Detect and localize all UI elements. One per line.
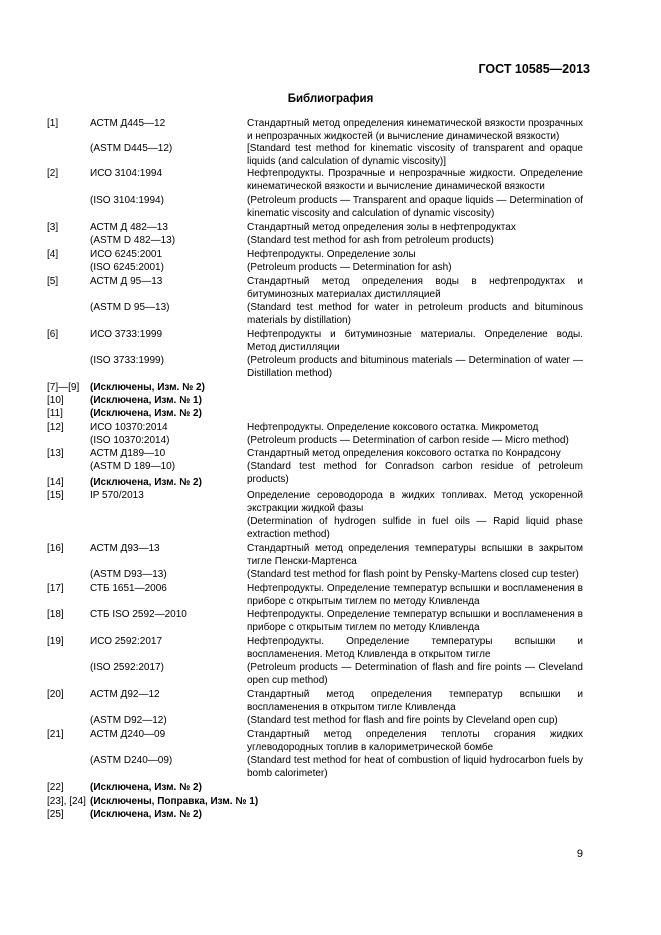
entry-code: (Исключена, Изм. № 2)	[90, 477, 202, 488]
entry-number: [4]	[47, 249, 59, 260]
entry-code: АСТМ Д240—09	[90, 729, 166, 740]
entry-number: [5]	[47, 276, 59, 287]
page-number: 9	[576, 848, 583, 860]
entry-code: АСТМ Д 95—13	[90, 276, 163, 287]
entry-description: (Petroleum products — Determination of flash and fire points — Cleveland open cup method)	[247, 662, 583, 686]
entry-description: Нефтепродукты. Прозрачные и непрозрачные жидкости. Определение кинематической вязкости и вычисление динамической вязкости	[247, 168, 583, 192]
entry-description: Стандартный метод определения температур вспышки и воспламенения в открытом тигле Кливленда	[247, 689, 583, 713]
entry-description: Нефтепродукты. Определение золы	[247, 249, 416, 260]
entry-code: (Исключена, Изм. № 2)	[90, 809, 202, 820]
page-title: Библиография	[287, 93, 374, 105]
entry-description: Стандартный метод определения температуры вспышки в закрытом тигле Пенски-Мартенса	[247, 543, 583, 567]
entry-number: [22]	[47, 782, 64, 793]
entry-code: СТБ 1651—2006	[90, 583, 167, 594]
entry-code: IP 570/2013	[90, 490, 144, 501]
entry-description: Стандартный метод определения коксового остатка по Конрадсону	[247, 448, 561, 459]
entry-number: [12]	[47, 422, 64, 433]
entry-description: (Standard test method for ash from petroleum products)	[247, 235, 494, 246]
entry-code: (Исключена, Изм. № 1)	[90, 395, 202, 406]
entry-code: ИСО 6245:2001	[90, 249, 163, 260]
entry-code: (ASTM D 482—13)	[90, 235, 176, 246]
entry-description: Стандартный метод определения золы в нефтепродуктах	[247, 222, 516, 233]
entry-description: Стандартный метод определения кинематической вязкости прозрачных и непрозрачных жидкостей (и вычисление динамической вязкости)	[247, 118, 583, 142]
entry-number: [19]	[47, 636, 64, 647]
entry-code: (ASTM D240—09)	[90, 755, 173, 766]
entry-code: (Исключена, Изм. № 2)	[90, 408, 202, 419]
entry-code: АСТМ Д445—12	[90, 118, 166, 129]
entry-code: АСТМ Д189—10	[90, 448, 166, 459]
entry-code: АСТМ Д92—12	[90, 689, 160, 700]
entry-description: (Petroleum products — Transparent and opaque liquids — Determination of kinematic viscosity and calculation of dynamic viscosity)	[247, 195, 583, 219]
entry-number: [11]	[47, 408, 63, 419]
entry-description: Нефтепродукты и битуминозные материалы. Определение воды. Метод дистилляции	[247, 329, 583, 353]
entry-description: (Standard test method for water in petroleum products and bituminous materials by distillation)	[247, 302, 583, 326]
entry-code: (ASTM D93—13)	[90, 569, 167, 580]
entry-description: (Standard test method for flash point by Pensky-Martens closed cup tester)	[247, 569, 579, 580]
entry-number: [16]	[47, 543, 64, 554]
entry-number: [10]	[47, 395, 64, 406]
entry-code: АСТМ Д 482—13	[90, 222, 168, 233]
entry-code: (Исключены, Поправка, Изм. № 1)	[90, 796, 259, 807]
entry-number: [13]	[47, 448, 64, 459]
entry-description: [Standard test method for kinematic viscosity of transparent and opaque liquids (and calculation of dynamic viscosity)]	[247, 143, 583, 167]
entry-code: (ISO 3733:1999)	[90, 355, 164, 366]
entry-code: (ISO 10370:2014)	[90, 435, 170, 446]
entry-code: (ISO 2592:2017)	[90, 662, 164, 673]
entry-code: (ASTM D92—12)	[90, 715, 167, 726]
entry-code: (ASTM D 95—13)	[90, 302, 170, 313]
entry-description: Нефтепродукты. Определение коксового остатка. Микрометод	[247, 422, 539, 433]
entry-description: Нефтепродукты. Определение температуры вспышки и воспламенения. Метод Кливленда в открытом тигле	[247, 636, 583, 660]
entry-code: АСТМ Д93—13	[90, 543, 160, 554]
entry-number: [18]	[47, 609, 64, 620]
entry-description: Стандартный метод определения воды в нефтепродуктах и битуминозных материалах дистилляцией	[247, 276, 583, 300]
entry-code: ИСО 3733:1999	[90, 329, 163, 340]
entry-code: (ASTM D445—12)	[90, 143, 173, 154]
entry-number: [25]	[47, 809, 64, 820]
entry-code: ИСО 3104:1994	[90, 168, 163, 179]
entry-description: (Petroleum products and bituminous materials — Determination of water — Distillation method)	[247, 355, 583, 379]
entry-description: (Standard test method for Conradson carbon residue of petroleum products)	[247, 461, 583, 485]
entry-code: СТБ ISO 2592—2010	[90, 609, 187, 620]
entry-number: [15]	[47, 490, 64, 501]
entry-code: (ISO 6245:2001)	[90, 262, 164, 273]
entry-code: (Исключена, Изм. № 2)	[90, 782, 202, 793]
entry-description: (Standard test method for heat of combustion of liquid hydrocarbon fuels by bomb calorimeter)	[247, 755, 583, 779]
entry-number: [6]	[47, 329, 59, 340]
entry-description: Стандартный метод определения теплоты сгорания жидких углеводородных топлив в калориметрической бомбе	[247, 729, 583, 753]
entry-description: (Petroleum products — Determination of carbon reside — Micro method)	[247, 435, 569, 446]
entry-number: [1]	[47, 118, 59, 129]
entry-code: (Исключены, Изм. № 2)	[90, 382, 205, 393]
entry-description: (Determination of hydrogen sulfide in fuel oils — Rapid liquid phase extraction method)	[247, 516, 583, 540]
entry-code: (ASTM D 189—10)	[90, 461, 176, 472]
entry-number: [20]	[47, 689, 64, 700]
entry-code: (ISO 3104:1994)	[90, 195, 164, 206]
entry-description: (Petroleum products — Determination for ash)	[247, 262, 452, 273]
entry-description: (Standard test method for flash and fire points by Cleveland open cup)	[247, 715, 558, 726]
entry-number: [14]	[47, 477, 64, 488]
entry-description: Нефтепродукты. Определение температур вспышки и воспламенения в приборе с открытым тиглем по методу Кливленда	[247, 609, 583, 633]
document-id: ГОСТ 10585—2013	[478, 62, 590, 76]
entry-description: Нефтепродукты. Определение температур вспышки и воспламенения в приборе с открытым тиглем по методу Кливленда	[247, 583, 583, 607]
entry-number: [23], [24]	[47, 796, 86, 807]
entry-number: [17]	[47, 583, 64, 594]
entry-description: Определение сероводорода в жидких топливах. Метод ускоренной экстракции жидкой фазы	[247, 490, 583, 514]
entry-number: [2]	[47, 168, 59, 179]
entry-number: [3]	[47, 222, 59, 233]
entry-code: ИСО 2592:2017	[90, 636, 163, 647]
entry-number: [7]—[9]	[47, 382, 80, 393]
entry-code: ИСО 10370:2014	[90, 422, 168, 433]
entry-number: [21]	[47, 729, 64, 740]
